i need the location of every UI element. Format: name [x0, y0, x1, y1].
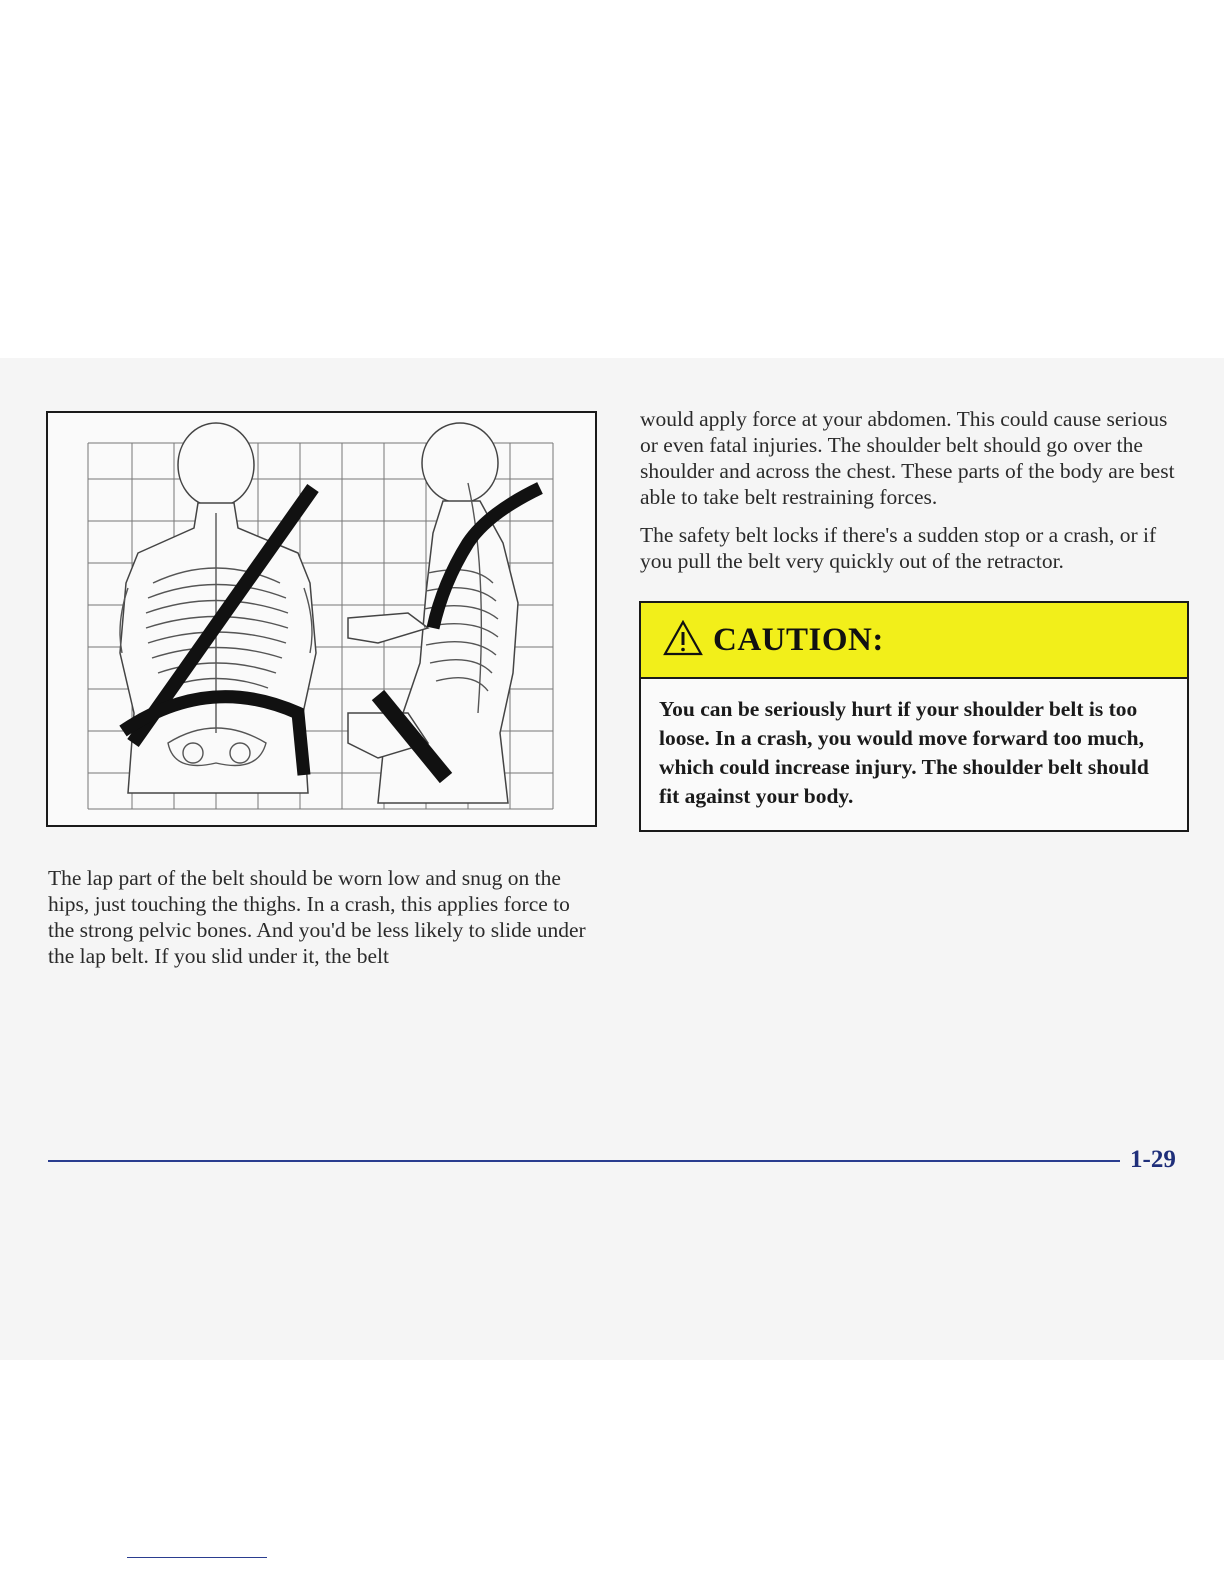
lap-belt-paragraph: The lap part of the belt should be worn low and snug on the hips, just touching the thighs. In a crash, this applies force to the strong pelvic bones. And you'd be less likely to slide under the lap belt. If you slid under it, the belt — [48, 866, 586, 968]
footer-rule — [48, 1160, 1120, 1162]
warning-triangle-icon — [663, 620, 703, 661]
belt-locks-paragraph: The safety belt locks if there's a sudden stop or a crash, or if you pull the belt very quickly out of the retractor. — [640, 523, 1157, 573]
abdomen-paragraph: would apply force at your abdomen. This could cause serious or even fatal injuries. The shoulder belt should go over the shoulder and across the chest. These parts of the body are best able to take belt restraining forces. — [640, 407, 1175, 509]
caution-box — [639, 601, 1189, 832]
caution-body: You can be seriously hurt if your shoulder belt is too loose. In a crash, you would move forward too much, which could increase injury. The shoulder belt should fit against your body. — [659, 697, 1149, 808]
bottom-underline — [127, 1557, 267, 1558]
seatbelt-skeleton-illustration — [46, 411, 597, 827]
caution-header — [641, 603, 1187, 679]
right-column — [640, 406, 1185, 586]
page-number: 1-29 — [1130, 1146, 1176, 1173]
caution-title: CAUTION: — [713, 621, 884, 658]
